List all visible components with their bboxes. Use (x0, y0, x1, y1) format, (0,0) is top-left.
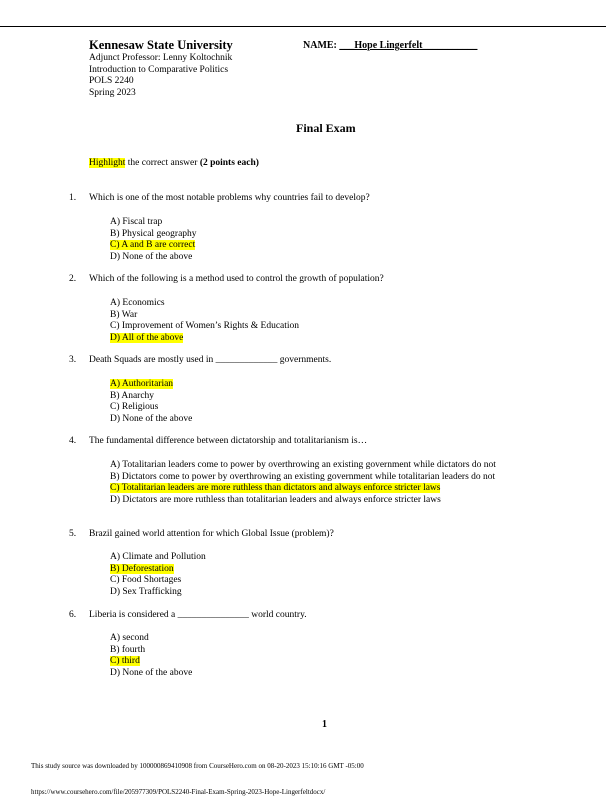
answer-option (110, 644, 145, 656)
name-label: NAME: (303, 40, 337, 51)
answer-option-text: B) Dictators come to power by overthrowing an existing government while totalitarian leaders do not (110, 471, 496, 482)
question-number: 3. (69, 355, 77, 365)
answer-option-text: A) Fiscal trap (110, 217, 163, 227)
answer-option (110, 459, 496, 471)
answer-option-text: A) Climate and Pollution (110, 552, 206, 562)
answer-option-text: C) A and B are correct (110, 240, 196, 251)
answer-option-text: A) Totalitarian leaders come to power by overthrowing an existing government while dictators do not (110, 460, 496, 470)
question-text: The fundamental difference between dictatorship and totalitarianism is… (89, 436, 368, 446)
answer-option-highlighted (110, 655, 140, 667)
answer-option-text: D) Sex Trafficking (110, 587, 182, 598)
instructions-highlight-word: Highlight (89, 158, 126, 168)
answer-option-text: B) Physical geography (110, 228, 197, 239)
university-name: Kennesaw State University (89, 38, 233, 52)
answer-option-text: C) Food Shortages (110, 575, 182, 586)
term-line: Spring 2023 (89, 88, 136, 98)
instructions-text: the correct answer (125, 158, 200, 168)
answer-option (110, 586, 182, 598)
answer-option (110, 574, 181, 586)
answer-option-highlighted (110, 239, 195, 251)
answer-option-highlighted (110, 482, 440, 494)
answer-option-text: B) fourth (110, 644, 146, 655)
answer-option (110, 320, 299, 332)
student-name-line (303, 40, 477, 52)
answer-option-text: B) War (110, 309, 138, 320)
question-number: 1. (69, 193, 77, 203)
answer-option-text: C) Religious (110, 402, 159, 413)
answer-option (110, 390, 154, 402)
answer-option (110, 251, 192, 263)
answer-option-text: A) Authoritarian (110, 379, 174, 389)
answer-option (110, 413, 192, 425)
top-rule (0, 26, 606, 27)
name-value: ___Hope Lingerfelt___________ (339, 40, 478, 51)
question-text: Which of the following is a method used to control the growth of population? (89, 274, 384, 284)
answer-option-text: D) None of the above (110, 414, 193, 425)
answer-option-text: C) Improvement of Women’s Rights & Education (110, 321, 300, 332)
answer-option (110, 551, 206, 563)
question-text: Which is one of the most notable problems why countries fail to develop? (89, 193, 370, 203)
professor-line: Adjunct Professor: Lenny Koltochnik (89, 53, 233, 63)
answer-option-text: D) None of the above (110, 668, 193, 679)
instructions (89, 157, 259, 169)
answer-option-text: D) None of the above (110, 252, 193, 263)
answer-option-highlighted (110, 378, 173, 390)
answer-option (110, 667, 192, 679)
answer-option (110, 297, 165, 309)
course-code-line: POLS 2240 (89, 76, 134, 86)
answer-option (110, 471, 495, 483)
question-text: Brazil gained world attention for which Global Issue (problem)? (89, 529, 334, 539)
answer-option (110, 494, 441, 506)
question-number: 6. (69, 610, 77, 620)
answer-option-text: B) Deforestation (110, 563, 174, 574)
answer-option-text: D) All of the above (110, 333, 184, 344)
instructions-points: (2 points each) (199, 158, 259, 168)
answer-option-text: A) second (110, 633, 149, 643)
answer-option-highlighted (110, 563, 174, 575)
course-line: Introduction to Comparative Politics (89, 65, 229, 75)
answer-option-text: B) Anarchy (110, 390, 155, 401)
answer-option (110, 216, 162, 228)
question-number: 4. (69, 436, 77, 446)
question-text: Death Squads are mostly used in _____________ governments. (89, 355, 332, 365)
question-text: Liberia is considered a _______________ world country. (89, 610, 307, 620)
page-number: 1 (322, 719, 327, 730)
answer-option-highlighted (110, 332, 183, 344)
question-number: 5. (69, 529, 77, 539)
question-number: 2. (69, 274, 77, 284)
answer-option-text: D) Dictators are more ruthless than totalitarian leaders and always enforce stricter laws (110, 495, 441, 506)
source-url: https://www.coursehero.com/file/205977309/POLS2240-Final-Exam-Spring-2023-Hope-Lingerfeltdocx/ (31, 788, 326, 796)
answer-option (110, 401, 158, 413)
answer-option (110, 632, 149, 644)
answer-option (110, 228, 197, 240)
answer-option (110, 309, 137, 321)
answer-option-text: C) third (110, 656, 140, 667)
answer-option-text: C) Totalitarian leaders are more ruthless than dictators and always enforce stricter laws (110, 483, 441, 494)
download-notice: This study source was downloaded by 100000869410908 from CourseHero.com on 08-20-2023 15:10:16 GMT -05:00 (31, 762, 364, 770)
exam-title: Final Exam (296, 121, 356, 135)
answer-option-text: A) Economics (110, 298, 165, 308)
